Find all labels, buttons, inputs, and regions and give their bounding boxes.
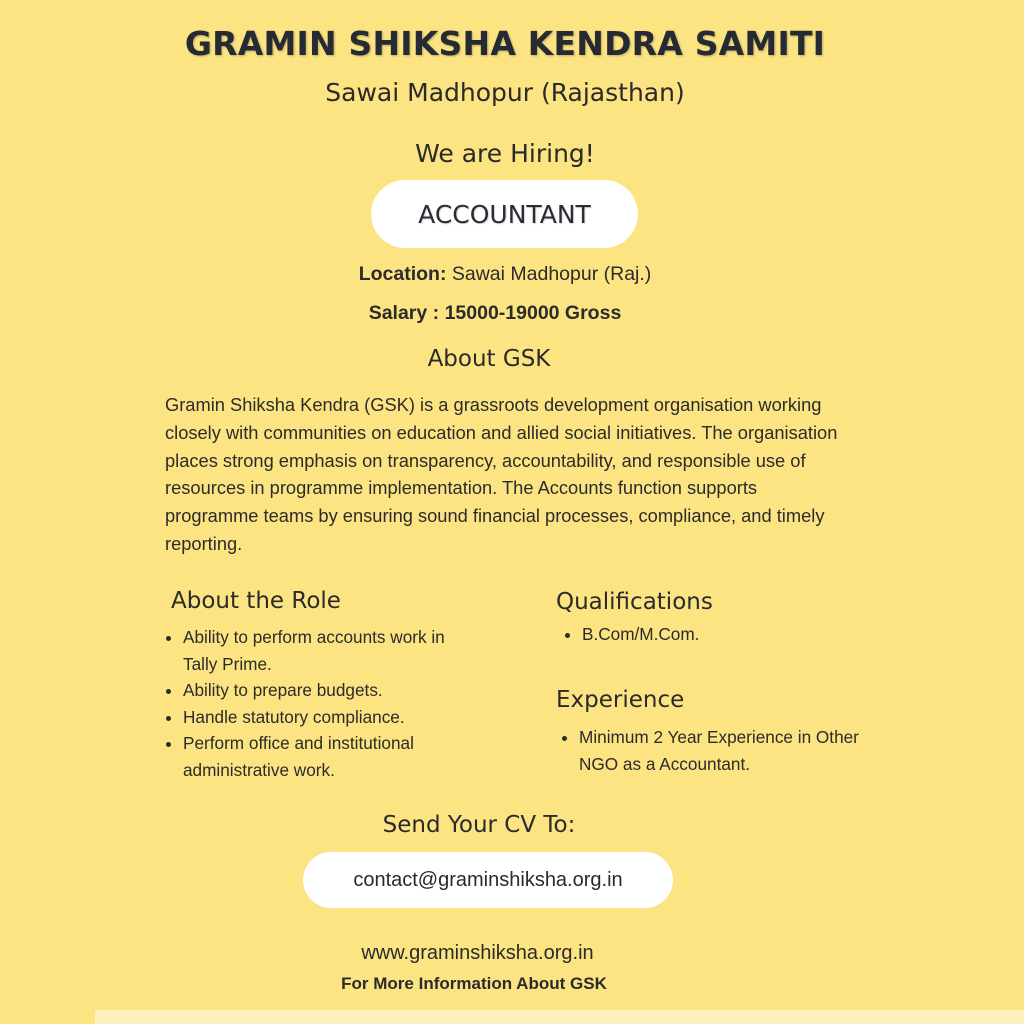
send-cv-heading: Send Your CV To: xyxy=(382,812,576,838)
email-badge[interactable] xyxy=(303,852,673,908)
about-gsk-text: Gramin Shiksha Kendra (GSK) is a grassroots development organisation working closely with communities on education and allied social initiatives. The organisation places strong emphasis on transparency, accountability, and responsible use of resources in programme implementation. The Accounts function supports programme teams by ensuring sound financial processes, compliance, and timely reporting. xyxy=(165,394,838,554)
bottom-strip xyxy=(95,1010,1024,1024)
hiring-heading: We are Hiring! xyxy=(415,139,595,168)
qualifications-heading: Qualifications xyxy=(556,589,713,615)
list-item: • Ability to prepare budgets. xyxy=(183,677,483,704)
list-item: • Handle statutory compliance. xyxy=(183,704,483,731)
about-gsk-heading: About GSK xyxy=(427,346,551,372)
experience-heading: Experience xyxy=(556,687,685,713)
job-salary: Salary : 15000-19000 Gross xyxy=(368,302,622,324)
qualifications-list xyxy=(564,621,842,648)
about-role-heading: About the Role xyxy=(171,588,341,614)
list-item: • Ability to perform accounts work in Tally Prime. xyxy=(183,624,483,677)
org-location: Sawai Madhopur (Rajasthan) xyxy=(325,78,685,107)
list-item: • B.Com/M.Com. xyxy=(582,621,842,648)
list-item: • Perform office and institutional administrative work. xyxy=(183,730,483,783)
job-location xyxy=(0,263,1010,286)
email-link[interactable]: contact@graminshiksha.org.in xyxy=(353,868,623,891)
job-location-value: Sawai Madhopur (Raj.) xyxy=(451,263,652,285)
list-item: • Minimum 2 Year Experience in Other NGO as a Accountant. xyxy=(579,724,879,777)
more-info-text: For More Information About GSK xyxy=(341,974,607,993)
job-title-badge xyxy=(371,180,638,248)
website-link[interactable]: www.graminshiksha.org.in xyxy=(361,942,594,964)
org-title: GRAMIN SHIKSHA KENDRA SAMITI xyxy=(184,24,826,63)
job-location-label: Location: xyxy=(358,263,447,285)
about-role-list xyxy=(165,624,483,783)
job-title: ACCOUNTANT xyxy=(418,199,591,229)
experience-list xyxy=(561,724,879,777)
